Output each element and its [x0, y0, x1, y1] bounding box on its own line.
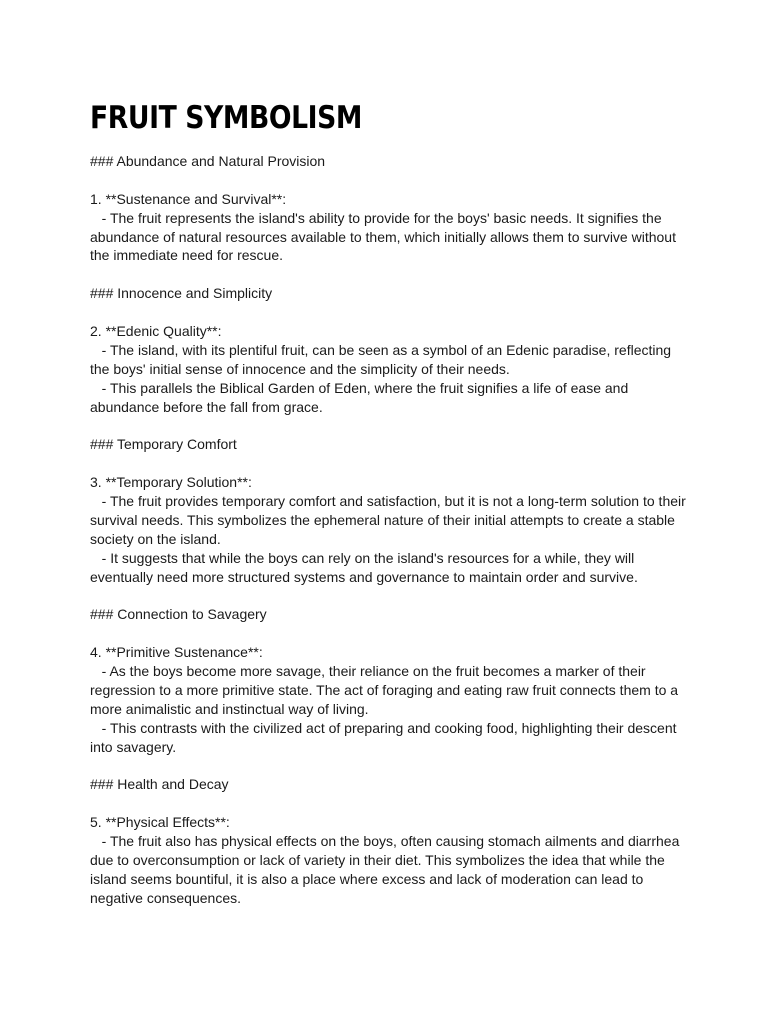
paragraph-line: survival needs. This symbolizes the ephemeral nature of their initial attempts to create a stable: [90, 511, 675, 528]
paragraph-line: abundance before the fall from grace.: [90, 398, 323, 415]
blank-line: [90, 757, 690, 776]
blank-line: [90, 416, 690, 435]
list-item-title: 3. **Temporary Solution**:: [90, 474, 252, 491]
blank-line: [90, 794, 690, 813]
page-title: FRUIT SYMBOLISM: [90, 100, 362, 136]
blank-line: [90, 265, 690, 284]
section-heading: ### Temporary Comfort: [90, 436, 237, 453]
blank-line: [90, 586, 690, 605]
section-heading: ### Innocence and Simplicity: [90, 285, 273, 302]
paragraph-line: eventually need more structured systems and governance to maintain order and survive.: [90, 568, 638, 585]
paragraph-line: into savagery.: [90, 738, 177, 755]
paragraph-line: - As the boys become more savage, their reliance on the fruit becomes a marker of their: [90, 663, 646, 680]
section-heading: ### Abundance and Natural Provision: [90, 153, 326, 169]
paragraph-line: more animalistic and instinctual way of living.: [90, 700, 369, 717]
paragraph-line: - The fruit also has physical effects on the boys, often causing stomach ailments and diarrhea: [90, 833, 680, 850]
paragraph-line: the boys' initial sense of innocence and the simplicity of their needs.: [90, 360, 510, 377]
paragraph-line: - The island, with its plentiful fruit, can be seen as a symbol of an Edenic paradise, reflecting: [90, 341, 672, 358]
paragraph-line: - This contrasts with the civilized act of preparing and cooking food, highlighting their descent: [90, 719, 677, 736]
blank-line: [90, 454, 690, 473]
paragraph-line: island seems bountiful, it is also a place where excess and lack of moderation can lead to: [90, 870, 644, 887]
paragraph-line: abundance of natural resources available to them, which initially allows them to survive without: [90, 228, 676, 245]
paragraph-line: regression to a more primitive state. The act of foraging and eating raw fruit connects them to a: [90, 681, 679, 698]
list-item-title: 5. **Physical Effects**:: [90, 814, 230, 831]
paragraph-line: society on the island.: [90, 530, 221, 547]
paragraph-line: - The fruit represents the island's ability to provide for the boys' basic needs. It signifies the: [90, 209, 662, 226]
list-item-title: 2. **Edenic Quality**:: [90, 323, 222, 340]
paragraph-line: due to overconsumption or lack of variety in their diet. This symbolizes the idea that while the: [90, 851, 665, 868]
paragraph-line: the immediate need for rescue.: [90, 247, 283, 264]
blank-line: [90, 171, 690, 190]
blank-line: [90, 303, 690, 322]
list-item-title: 4. **Primitive Sustenance**:: [90, 644, 263, 661]
list-item-title: 1. **Sustenance and Survival**:: [90, 190, 287, 207]
paragraph-line: - This parallels the Biblical Garden of Eden, where the fruit signifies a life of ease and: [90, 379, 629, 396]
section-heading: ### Health and Decay: [90, 776, 229, 793]
paragraph-line: - The fruit provides temporary comfort and satisfaction, but it is not a long-term solution to their: [90, 493, 686, 510]
paragraph-line: negative consequences.: [90, 889, 241, 906]
document-body: [90, 152, 690, 908]
section-heading: ### Connection to Savagery: [90, 606, 267, 623]
blank-line: [90, 624, 690, 643]
paragraph-line: - It suggests that while the boys can rely on the island's resources for a while, they will: [90, 549, 635, 566]
